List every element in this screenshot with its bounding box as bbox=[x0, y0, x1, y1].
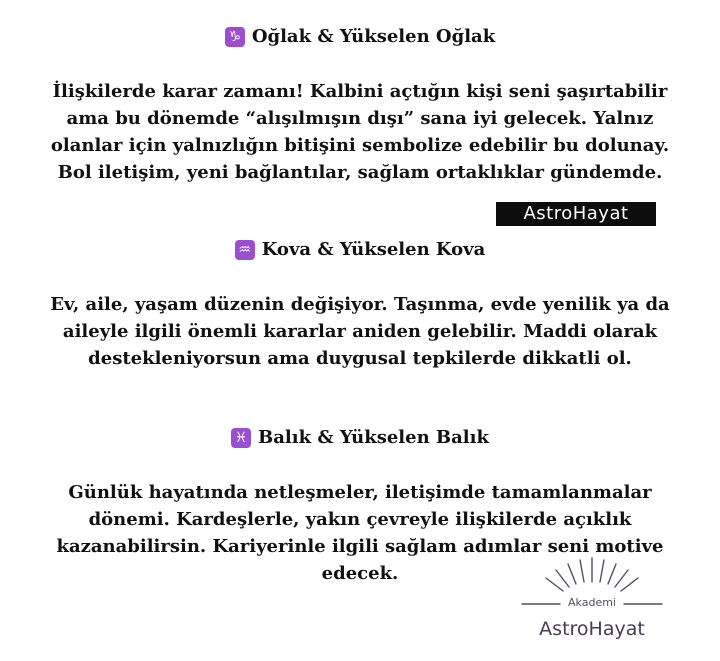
aquarius-icon: ♒ bbox=[235, 240, 255, 260]
section-title: Balık & Yükselen Balık bbox=[258, 427, 489, 448]
astrohayat-logo bbox=[512, 548, 672, 648]
body-line: dönemi. Kardeşlerle, yakın çevreyle ilişkilerde açıklık bbox=[88, 509, 632, 530]
section-body bbox=[0, 78, 720, 186]
logo-title: AstroHayat bbox=[539, 618, 645, 640]
logo-subtitle: Akademi bbox=[568, 596, 616, 609]
body-line: İlişkilerde karar zamanı! Kalbini açtığın kişi seni şaşırtabilir bbox=[52, 81, 668, 102]
watermark-label: AstroHayat bbox=[496, 202, 656, 226]
body-line: Ev, aile, yaşam düzenin değişiyor. Taşınma, evde yenilik ya da bbox=[50, 294, 670, 315]
section-heading bbox=[0, 25, 720, 49]
section-body bbox=[0, 291, 720, 372]
pisces-icon: ♓ bbox=[231, 428, 251, 448]
section-capricorn bbox=[0, 25, 720, 186]
body-line: aileyle ilgili önemli kararlar aniden gelebilir. Maddi olarak bbox=[62, 321, 658, 342]
body-line: edecek. bbox=[321, 563, 399, 584]
section-heading bbox=[0, 426, 720, 450]
section-aquarius bbox=[0, 238, 720, 372]
body-line: Günlük hayatında netleşmeler, iletişimde tamamlanmalar bbox=[68, 482, 652, 503]
body-line: kazanabilirsin. Kariyerinle ilgili sağlam adımlar seni motive bbox=[56, 536, 664, 557]
section-heading bbox=[0, 238, 720, 262]
body-line: ama bu dönemde “alışılmışın dışı” sana iyi gelecek. Yalnız bbox=[66, 108, 654, 129]
section-title: Oğlak & Yükselen Oğlak bbox=[251, 26, 496, 47]
body-line: destekleniyorsun ama duygusal tepkilerde dikkatli ol. bbox=[88, 348, 632, 369]
body-line: olanlar için yalnızlığın bitişini sembolize edebilir bu dolunay. bbox=[50, 135, 670, 156]
section-title: Kova & Yükselen Kova bbox=[261, 239, 486, 260]
capricorn-icon: ♑ bbox=[225, 27, 245, 47]
body-line: Bol iletişim, yeni bağlantılar, sağlam ortaklıklar gündemde. bbox=[57, 162, 663, 183]
